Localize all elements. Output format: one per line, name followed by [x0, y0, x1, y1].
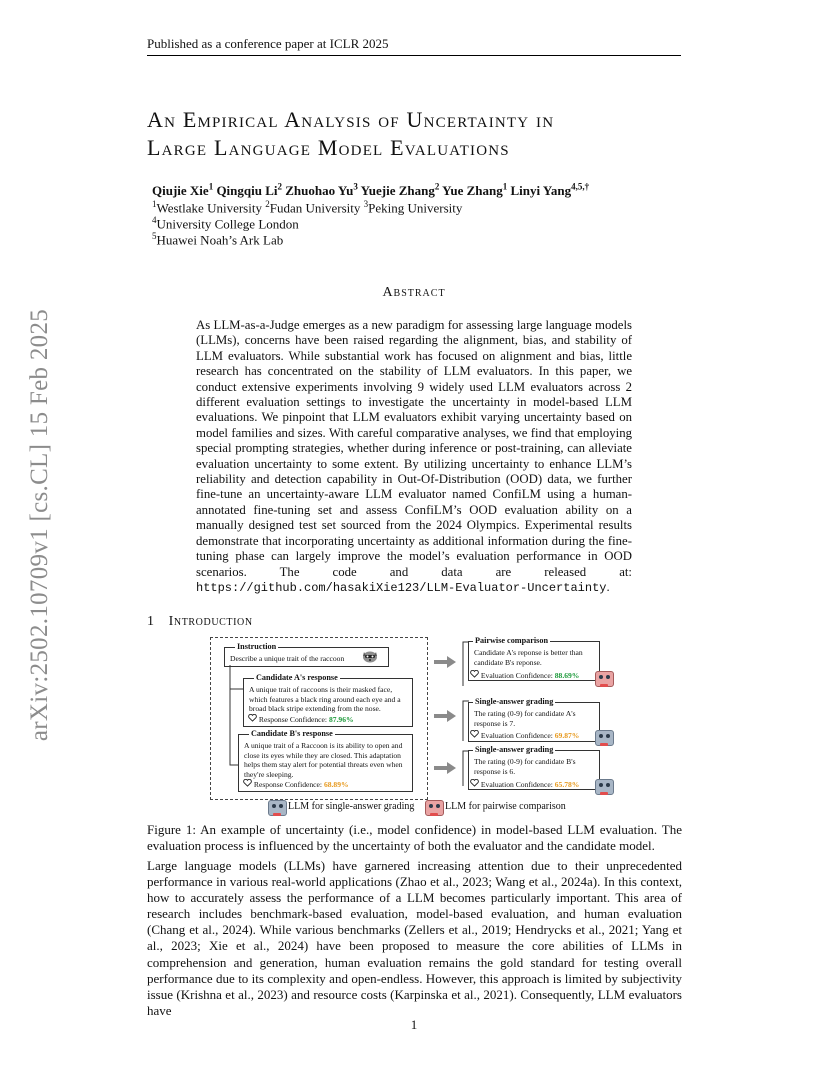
- candidate-a-box: Candidate A's response A unique trait of raccoons is their masked face, which features a black ring around each eye and a broad black stripe extending from the nose.: [243, 678, 413, 727]
- author-list: [152, 182, 589, 199]
- arxiv-stamp: [20, 290, 60, 760]
- single-a-confidence: Evaluation Confidence: 69.87%: [470, 730, 579, 740]
- arrow-icon: [434, 762, 456, 774]
- author: Yuejie Zhang$^2$: [360, 182, 440, 199]
- robot-icon: [595, 730, 614, 746]
- abstract-heading: Abstract: [382, 285, 446, 300]
- affiliation-line-2: $^4$University College London: [152, 215, 299, 232]
- pairwise-confidence: Evaluation Confidence: 88.69%: [470, 670, 579, 680]
- author: Qingqiu Li$^2$: [216, 182, 282, 199]
- heart-icon: [470, 730, 479, 738]
- arrow-icon: [434, 656, 456, 668]
- single-grading-a-box: Single-answer grading The rating (0-9) for candidate A's response is 7.: [468, 702, 600, 742]
- single-grading-b-box: Single-answer grading The rating (0-9) for candidate B's response is 6.: [468, 750, 600, 790]
- title-line-1: An Empirical Analysis of Uncertainty in: [147, 107, 555, 132]
- page-number: 1: [410, 1017, 418, 1032]
- heart-icon: [470, 670, 479, 678]
- candidate-a-confidence: Response Confidence: 87.96%: [248, 714, 354, 724]
- section-heading: 1 Introduction: [147, 614, 253, 629]
- body-paragraph: Large language models (LLMs) have garnered increasing attention due to their unprecedented performance in various real-world applications (Zhao et al., 2023; Wang et al., 2024a). In this context, how to accurately assess the performance of a LLM becomes particularly important. This area of research includes benchmark-based evaluation, model-based evaluation, and human evaluation (Chang et al., 2024). While various benchmarks (Zellers et al., 2019; Hendrycks et al., 2021; Yang et al., 2023; Xie et al., 2024) have been proposed to measure the core abilities of LLMs in comprehension and generation, human evaluation remains the gold standard for testing overall performance due to its complexity and open-endless. However, this approach is limited by subjectivity issue (Krishna et al., 2023) and resource costs (Karpinska et al., 2021). Consequently, LLM evaluators have: [147, 858, 682, 1018]
- robot-icon: [595, 671, 614, 687]
- robot-icon: [425, 800, 444, 816]
- affiliation-line-1: $^1$Westlake University $^2$Fudan University $^3$Peking University: [152, 199, 463, 216]
- single-b-confidence: Evaluation Confidence: 65.78%: [470, 779, 579, 789]
- author: Qiujie Xie$^1$: [152, 182, 214, 199]
- author: Linyi Yang$^{4,5,\dagger}$: [510, 182, 590, 199]
- figure-caption: Figure 1: An example of uncertainty (i.e., model confidence) in model-based LLM evaluation. The evaluation process is influenced by the uncertainty of both the evaluator and the candidate model.: [147, 822, 682, 853]
- code-url-link[interactable]: https://github.com/hasakiXie123/LLM-Evaluator-Uncertainty: [196, 580, 607, 595]
- running-header: Published as a conference paper at ICLR 2025: [147, 36, 681, 56]
- heart-icon: [248, 714, 257, 722]
- arrow-icon: [434, 710, 456, 722]
- paper-title: [147, 106, 687, 162]
- arxiv-id: arXiv:2502.10709v1 [cs.CL] 15 Feb 2025: [26, 308, 53, 742]
- candidate-b-confidence: Response Confidence: 68.89%: [243, 779, 349, 789]
- author: Yue Zhang$^1$: [442, 182, 508, 199]
- affiliation-line-3: $^5$Huawei Noah’s Ark Lab: [152, 231, 284, 248]
- title-line-2: Large Language Model Evaluations: [147, 135, 510, 160]
- abstract-body: As LLM-as-a-Judge emerges as a new paradigm for assessing large language models (LLMs), concerns have been raised regarding the alignment, bias, and stability of LLM evaluators. While substantial work has focused on alignment and bias, little research has concentrated on the stability of LLM evaluators. In this paper, we conduct extensive experiments involving 9 widely used LLM evaluators across 2 different evaluation settings to investigate the uncertainty in model-based LLM evaluations. We pinpoint that LLM evaluators exhibit varying uncertainty based on model families and sizes. With careful comparative analyses, we find that employing special prompting strategies, whether during inference or post-training, can alleviate evaluation uncertainty to some extent. By utilizing uncertainty to enhance LLM’s reliability and detection capability in Out-Of-Distribution (OOD) data, we further fine-tune an uncertainty-aware LLM evaluator named ConfiLM using a human-annotated fine-tuning set and assess ConfiLM’s OOD evaluation ability on a manually designed test set sourced from the 2024 Olympics. Experimental results demonstrate that incorporating uncertainty as additional information during the fine-tuning phase can largely improve the model’s evaluation performance in OOD scenarios. The code and data are released at: https://github.com/hasakiXie123/LLM-Evaluator-Uncertainty.: [196, 318, 632, 595]
- pairwise-comparison-box: Pairwise comparison Candidate A's reponse is better than candidate B's reponse.: [468, 641, 600, 681]
- robot-icon: [268, 800, 287, 816]
- heart-icon: [470, 779, 479, 787]
- author: Zhuohao Yu$^3$: [285, 182, 358, 199]
- robot-icon: [595, 779, 614, 795]
- instruction-box: Instruction Describe a unique trait of the raccoon: [224, 647, 389, 667]
- legend-single: LLM for single-answer grading: [288, 801, 415, 812]
- candidate-b-box: Candidate B's response A unique trait of a Raccoon is its ability to open and close its eyes while they are closed. This adaptation helps them stay alert for potential threats even when they're sleeping.: [238, 734, 413, 792]
- heart-icon: [243, 779, 252, 787]
- raccoon-icon: [362, 649, 378, 663]
- legend-pairwise: LLM for pairwise comparison: [445, 801, 566, 812]
